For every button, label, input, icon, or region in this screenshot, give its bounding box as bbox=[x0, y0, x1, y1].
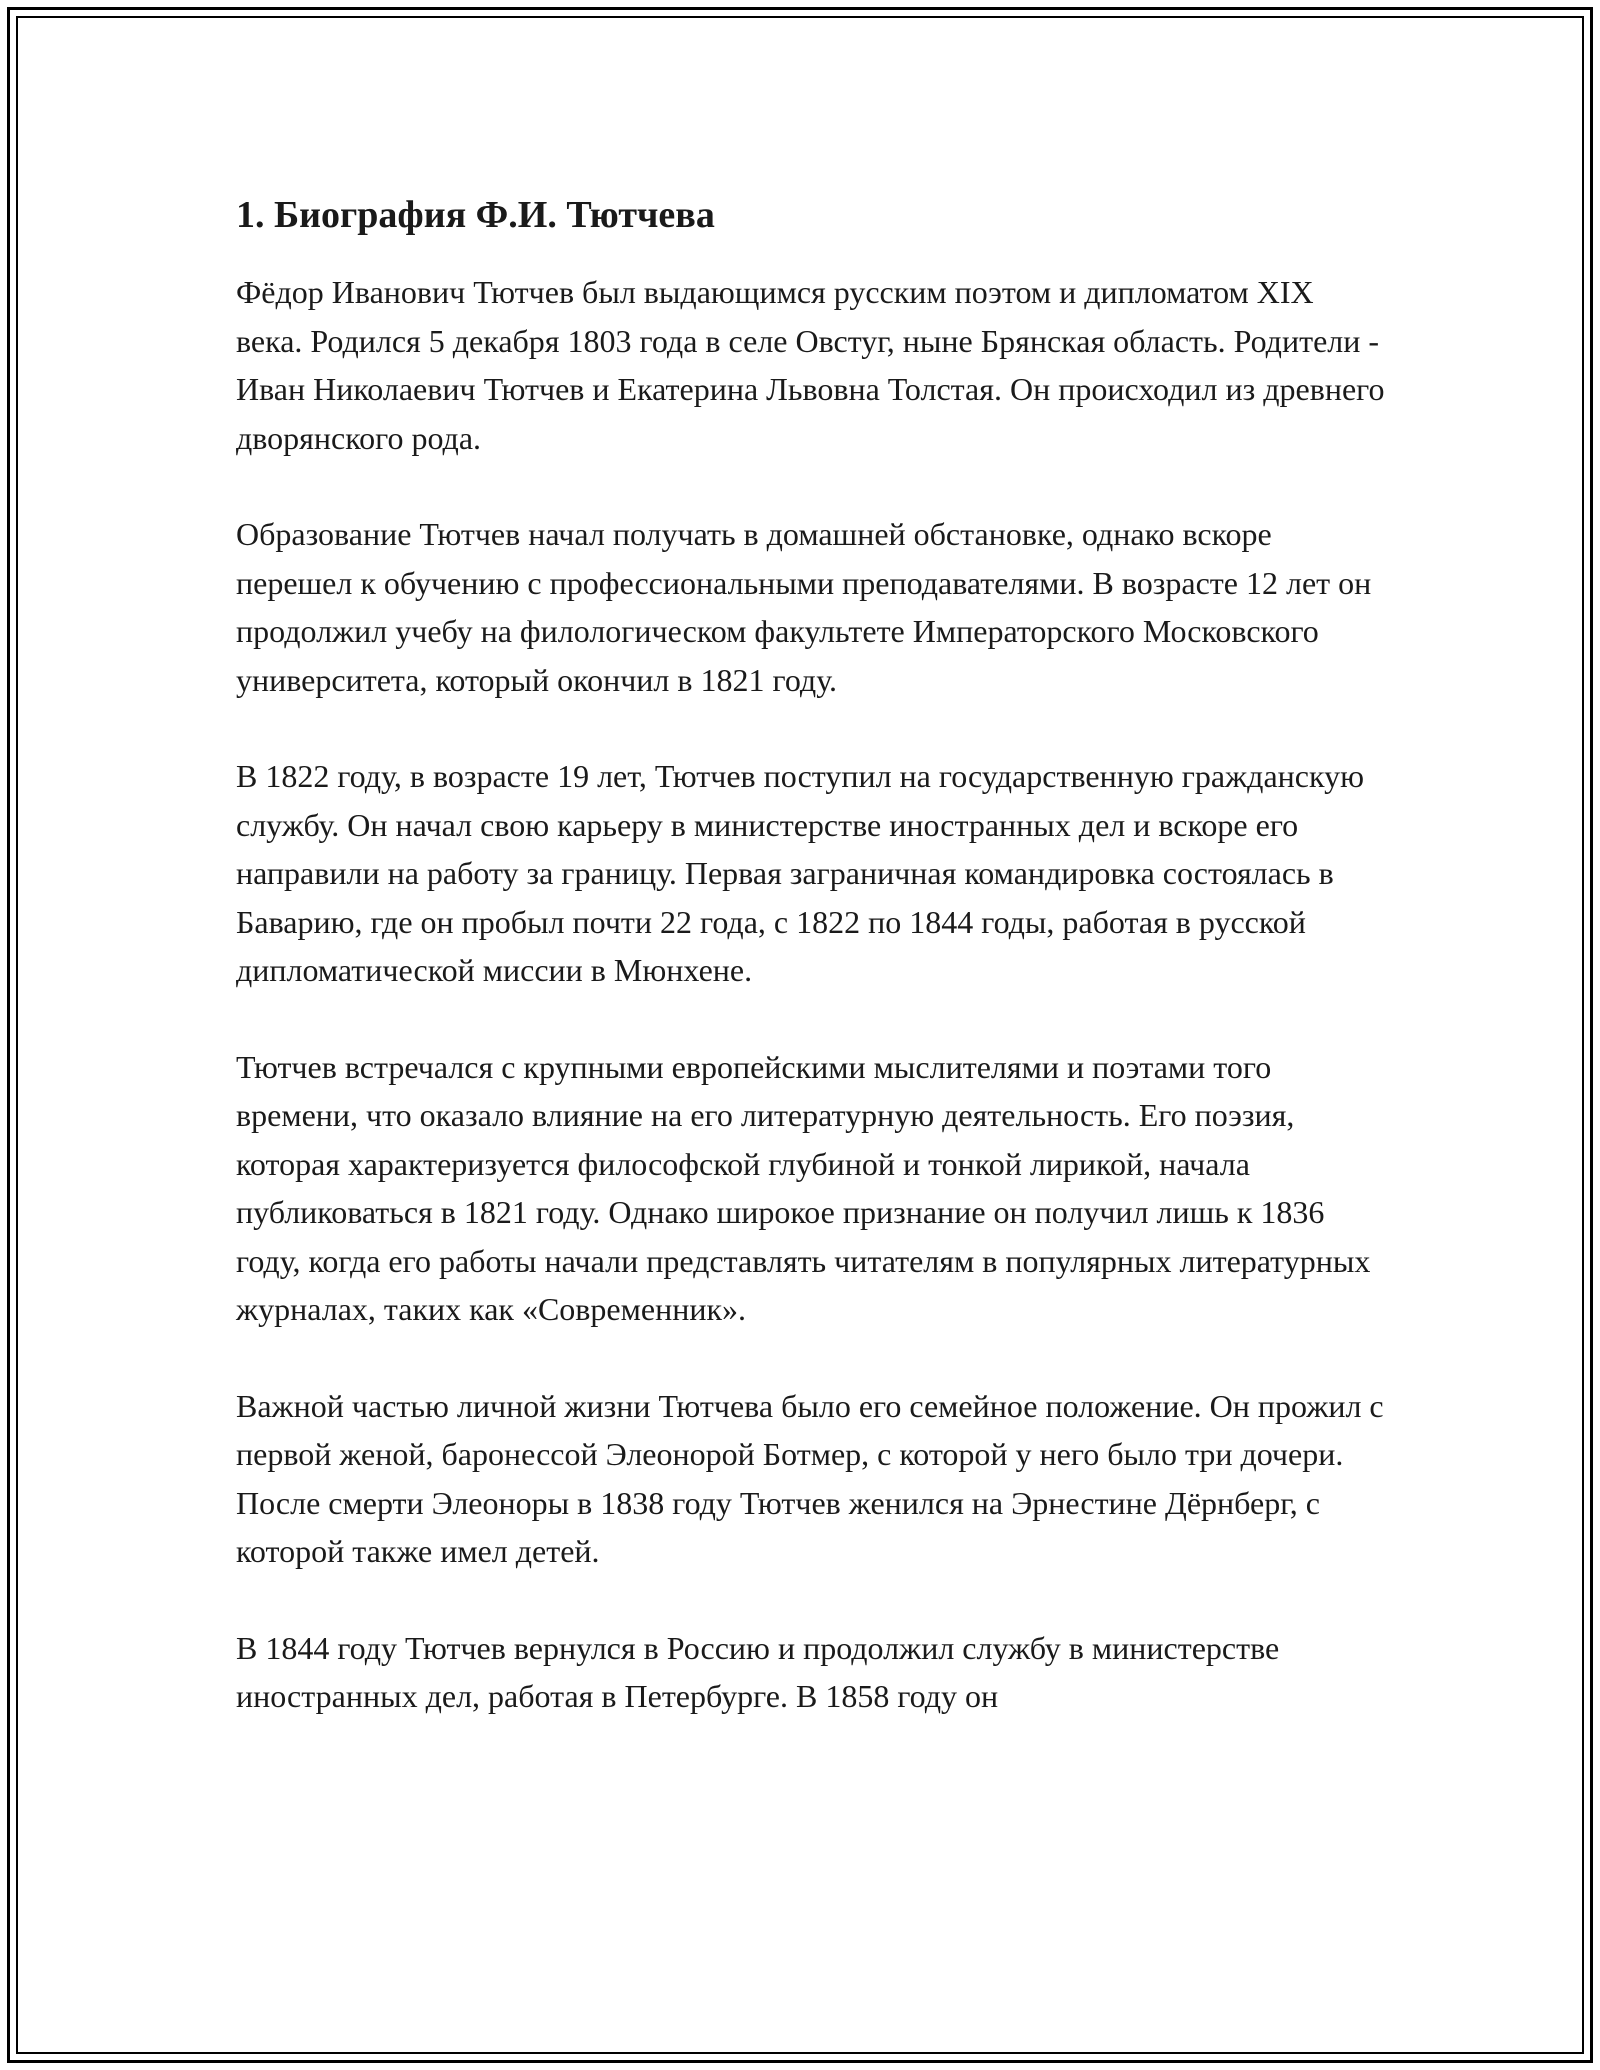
paragraph-return-to-russia: В 1844 году Тютчев вернулся в Россию и продолжил службу в министерстве иностранных дел, работая в Петербурге. В 1858 году он bbox=[236, 1629, 1280, 1714]
section-heading: 1. Биография Ф.И. Тютчева bbox=[236, 194, 715, 236]
paragraph-diplomatic-service: В 1822 году, в возрасте 19 лет, Тютчев поступил на государственную гражданскую службу. Он начал свою карьеру в министерстве иностранных дел и вскоре его направили на работу за границу. Первая заграничная командировка состоялась в Баварию, где он пробыл почти 22 года, с 1822 по 1844 годы, работая в русской дипломатической миссии в Мюнхене. bbox=[236, 758, 1364, 988]
paragraph-family: Важной частью личной жизни Тютчева было его семейное положение. Он прожил с первой женой, баронессой Элеонорой Ботмер, с которой у него было три дочери. После смерти Элеоноры в 1838 году Тютчев женился на Эрнестине Дёрнберг, с которой также имел детей. bbox=[236, 1387, 1384, 1569]
paragraph-literary-work: Тютчев встречался с крупными европейскими мыслителями и поэтами того времени, что оказало влияние на его литературную деятельность. Его поэзия, которая характеризуется философской глубиной и тонкой лирикой, начала публиковаться в 1821 году. Однако широкое признание он получил лишь к 1836 году, когда его работы начали представлять читателям в популярных литературных журналах, таких как «Современник». bbox=[236, 1048, 1371, 1327]
document-body bbox=[236, 186, 1386, 1769]
paragraph-birth: Фёдор Иванович Тютчев был выдающимся русским поэтом и дипломатом XIX века. Родился 5 декабря 1803 года в селе Овстуг, ныне Брянская область. Родители - Иван Николаевич Тютчев и Екатерина Львовна Толстая. Он происходил из древнего дворянского рода. bbox=[236, 274, 1385, 456]
paragraph-education: Образование Тютчев начал получать в домашней обстановке, однако вскоре перешел к обучению с профессиональными преподавателями. В возрасте 12 лет он продолжил учебу на филологическом факультете Императорского Московского университета, который окончил в 1821 году. bbox=[236, 516, 1372, 698]
